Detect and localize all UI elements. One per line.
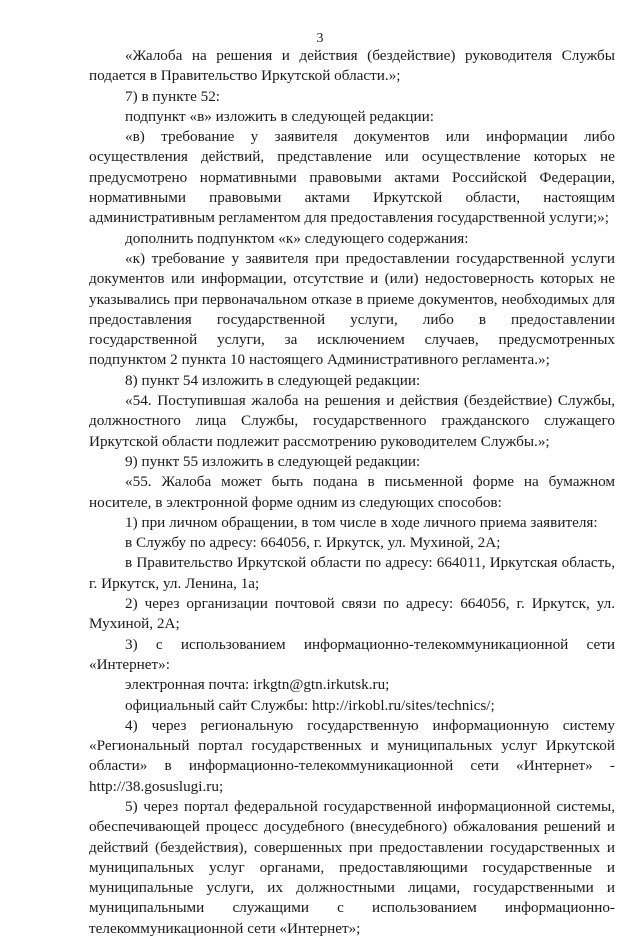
paragraph: «54. Поступившая жалоба на решения и действия (бездействие) Службы, должностного лица Службы, государственного гражданского служащего Иркутской области подлежит рассмотрению руководителем Службы.»;	[89, 392, 615, 450]
paragraph: 7) в пункте 52:	[125, 87, 221, 105]
paragraph: электронная почта: irkgtn@gtn.irkutsk.ru;	[125, 676, 390, 694]
paragraph: «к) требование у заявителя при предоставлении государственной услуги документов или информации, отсутствие и (или) недостоверность которых не указывались при первоначальном отказе в приеме документов, необходимых для предоставления государственной услуги, либо в предоставлении государственной услуги, за исключением случаев, предусмотренных подпунктом 2 пункта 10 настоящего Административного регламента.»;	[89, 249, 615, 369]
paragraph: дополнить подпунктом «к» следующего содержания:	[125, 229, 469, 247]
paragraph: «в) требование у заявителя документов или информации либо осуществления действий, представление или осуществление которых не предусмотрено нормативными правовыми актами Российской Федерации, нормативными правовыми актами Иркутской области, настоящим административным регламентом для предоставления государственной услуги;»;	[89, 128, 615, 227]
paragraph: официальный сайт Службы: http://irkobl.ru/sites/technics/;	[125, 696, 495, 714]
paragraph: в Службу по адресу: 664056, г. Иркутск, ул. Мухиной, 2А;	[125, 534, 501, 552]
paragraph: 5) через портал федеральной государственной информационной системы, обеспечивающей процесс досудебного (внесудебного) обжалования решений и действий (бездействия), совершенных при предоставлении государственных и муниципальных услуг органами, предоставляющими государственные и муниципальные услуги, их должностными лицами, государственными и муниципальными служащими с использованием информационно-телекоммуникационной сети «Интернет»;	[89, 797, 615, 937]
paragraph: 3) с использованием информационно-телекоммуникационной сети «Интернет»:	[89, 635, 615, 673]
paragraph: 8) пункт 54 изложить в следующей редакции:	[125, 371, 421, 389]
paragraph: «55. Жалоба может быть подана в письменной форме на бумажном носителе, в электронной форме одним из следующих способов:	[89, 473, 615, 511]
paragraph: 9) пункт 55 изложить в следующей редакции:	[125, 452, 421, 470]
paragraph: 2) через организации почтовой связи по адресу: 664056, г. Иркутск, ул. Мухиной, 2А;	[89, 595, 615, 633]
document-body	[89, 46, 615, 939]
paragraph: «Жалоба на решения и действия (бездействие) руководителя Службы подается в Правительство Иркутской области.»;	[89, 47, 615, 85]
paragraph: 4) через региональную государственную информационную систему «Региональный портал государственных и муниципальных услуг Иркутской области» в информационно-телекоммуникационной сети «Интернет» - http://38.gosuslugi.ru;	[89, 716, 615, 795]
paragraph: подпункт «в» изложить в следующей редакции:	[125, 107, 434, 125]
page-number: 3	[316, 31, 324, 46]
paragraph: 1) при личном обращении, в том числе в ходе личного приема заявителя:	[125, 513, 598, 531]
paragraph: в Правительство Иркутской области по адресу: 664011, Иркутская область, г. Иркутск, ул. Ленина, 1а;	[89, 554, 615, 592]
